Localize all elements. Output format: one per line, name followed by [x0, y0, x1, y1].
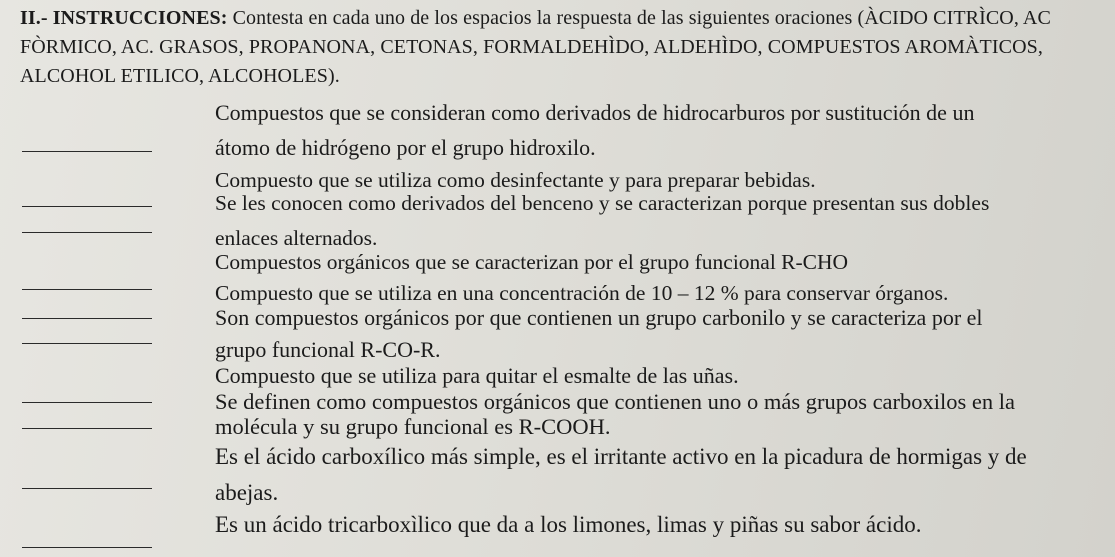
answer-blank[interactable] — [22, 488, 152, 489]
instructions-body: Contesta en cada uno de los espacios la respuesta de las siguientes oraciones (ÀCIDO CITRÌCO, AC FÒRMICO, AC. GRASOS, PROPANONA, CETONAS, FORMALDEHÌDO, ALDEHÌDO, COMPUESTOS AROMÀTICOS, ALCOHOL ETILICO, ALCOHOLES). — [20, 7, 1051, 87]
answer-blank[interactable] — [22, 232, 152, 233]
question-text-line: Compuestos orgánicos que se caracterizan por el grupo funcional R-CHO — [215, 250, 849, 274]
question-text-line: Se les conocen como derivados del benceno y se caracterizan porque presentan sus dobles — [215, 191, 990, 215]
question-text-line: Compuesto que se utiliza como desinfectante y para preparar bebidas. — [215, 168, 816, 192]
answer-blank[interactable] — [22, 402, 152, 403]
answer-blank[interactable] — [22, 318, 152, 319]
answer-blank[interactable] — [22, 289, 152, 290]
answer-blank[interactable] — [22, 206, 152, 207]
answer-blank[interactable] — [22, 343, 152, 344]
answer-blank[interactable] — [22, 428, 152, 429]
instructions-lead: II.- INSTRUCCIONES: — [20, 7, 228, 29]
answer-blank[interactable] — [22, 151, 152, 152]
question-text-line: Es un ácido tricarboxìlico que da a los limones, limas y piñas su sabor ácido. — [215, 512, 922, 537]
question-text-line: molécula y su grupo funcional es R-COOH. — [215, 414, 611, 439]
question-text-line: abejas. — [215, 480, 279, 505]
question-text-line: enlaces alternados. — [215, 226, 378, 250]
answer-blank[interactable] — [22, 547, 152, 548]
question-text-line: Compuesto que se utiliza para quitar el esmalte de las uñas. — [215, 363, 739, 388]
question-text-line: Compuestos que se consideran como derivados de hidrocarburos por sustitución de un — [215, 100, 975, 125]
question-text-line: Es el ácido carboxílico más simple, es el irritante activo en la picadura de hormigas y de — [215, 444, 1027, 469]
question-text-line: Compuesto que se utiliza en una concentración de 10 – 12 % para conservar órganos. — [215, 281, 949, 305]
question-text-line: grupo funcional R-CO-R. — [215, 337, 441, 362]
question-text-line: átomo de hidrógeno por el grupo hidroxilo. — [215, 135, 596, 160]
question-text-line: Se definen como compuestos orgánicos que contienen uno o más grupos carboxilos en la — [215, 389, 1016, 414]
question-text-line: Son compuestos orgánicos por que contienen un grupo carbonilo y se caracteriza por el — [215, 305, 983, 330]
